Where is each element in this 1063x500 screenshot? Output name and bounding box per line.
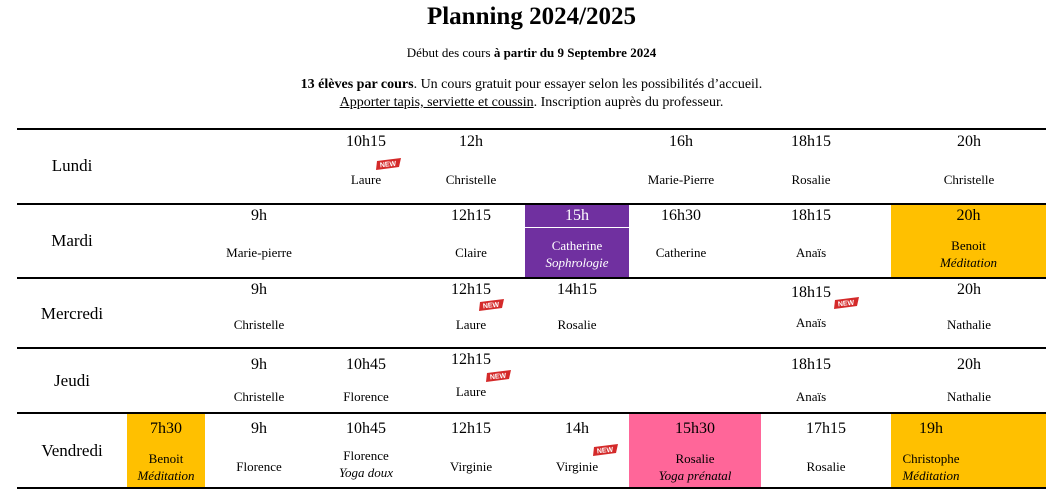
class-time: 9h (251, 356, 267, 373)
instructor-name: Christelle (233, 389, 285, 404)
class-time: 7h30 (150, 420, 182, 437)
new-badge-icon (478, 299, 506, 311)
class-time: 20h (956, 207, 981, 224)
class-slot-meditation (127, 414, 205, 487)
instructor-name: Florence (343, 389, 389, 404)
instructor-name: Rosalie Yoga prénatal (629, 450, 761, 484)
class-time: 12h15 (451, 281, 491, 298)
class-slot (335, 349, 397, 412)
svg-text:NEW: NEW (482, 301, 500, 311)
schedule-table (17, 128, 1046, 490)
instructor-name: Anaïs (795, 245, 827, 260)
start-date-prefix: Début des cours (406, 45, 494, 60)
instructor-name: Laure (350, 172, 382, 187)
day-label-mardi: Mardi (51, 231, 93, 250)
instructor-name: Anaïs (795, 389, 827, 404)
class-slot (525, 414, 629, 487)
new-badge-icon (833, 297, 861, 309)
class-time: 12h (459, 133, 483, 150)
row-divider (17, 487, 1046, 489)
class-slot (428, 349, 514, 412)
class-time: 20h (957, 356, 981, 373)
instructor-name: Virginie (555, 459, 599, 474)
class-time: 17h15 (806, 420, 846, 437)
class-type: Sophrologie (545, 255, 609, 270)
instructor-name: Laure (455, 317, 487, 332)
svg-text:NEW: NEW (489, 372, 507, 382)
class-slot (428, 279, 514, 347)
instructor-name: Benoit Méditation (891, 237, 1046, 271)
day-label-lundi: Lundi (51, 156, 93, 175)
class-slot-meditation (891, 414, 1046, 487)
class-time: 18h15 (791, 207, 831, 224)
instructor-name: Catherine Sophrologie (525, 237, 629, 271)
start-date: à partir du 9 Septembre 2024 (493, 45, 657, 60)
class-type: Méditation (939, 255, 998, 270)
class-slot (205, 349, 313, 412)
class-time: 9h (251, 420, 267, 437)
class-capacity: 13 élèves par cours (300, 77, 414, 92)
class-slot (761, 414, 891, 487)
class-time: 19h (919, 420, 943, 437)
svg-text:NEW: NEW (379, 160, 397, 170)
class-slot (891, 349, 1047, 412)
instructor-name: Christophe Méditation (891, 450, 971, 484)
class-slot (205, 414, 313, 487)
instructor-name: Rosalie (806, 459, 846, 474)
class-time: 20h (957, 281, 981, 298)
instructor-name: Rosalie (557, 317, 597, 332)
instructor-name: Laure (455, 384, 487, 399)
instructor-name: Virginie (449, 459, 493, 474)
instructor-name: Christelle (943, 172, 995, 187)
class-type: Méditation (902, 468, 960, 483)
new-badge-icon (375, 158, 403, 170)
instructor-name: Claire (455, 245, 487, 260)
class-slot-meditation (891, 205, 1046, 277)
class-time: 14h15 (557, 281, 597, 298)
class-slot-yoga-prenatal (629, 414, 761, 487)
day-label-mercredi: Mercredi (40, 304, 104, 323)
instructor-name: Nathalie (946, 317, 992, 332)
class-time: 18h15 (791, 356, 831, 373)
new-badge-icon (485, 370, 513, 382)
class-slot (428, 130, 514, 203)
class-slot (761, 349, 861, 412)
instructor-name: Marie-Pierre (647, 172, 715, 187)
class-slot (205, 279, 313, 347)
day-label-vendredi: Vendredi (41, 441, 103, 460)
equipment-note: Apporter tapis, serviette et coussin (339, 95, 534, 110)
class-slot (761, 130, 861, 203)
new-badge-icon (592, 444, 620, 456)
class-time: 15h (565, 207, 589, 224)
class-time: 16h30 (661, 207, 701, 224)
class-time: 20h (957, 133, 981, 150)
class-slot (761, 279, 861, 347)
class-slot (629, 130, 733, 203)
instructor-name: Christelle (233, 317, 285, 332)
class-slot (428, 414, 514, 487)
class-time: 12h15 (451, 207, 491, 224)
class-slot (205, 205, 313, 277)
instructor-name: Christelle (445, 172, 497, 187)
class-slot (891, 279, 1047, 347)
instructor-name: Rosalie (791, 172, 831, 187)
cell-divider (525, 227, 629, 228)
instructor-name: Benoit Méditation (127, 450, 205, 484)
class-time: 10h45 (346, 356, 386, 373)
class-slot (891, 130, 1047, 203)
class-info-line-2 (0, 95, 1063, 111)
class-time: 15h30 (675, 420, 715, 437)
class-time: 9h (251, 281, 267, 298)
class-slot (428, 205, 514, 277)
class-time: 12h15 (451, 420, 491, 437)
instructor-name: Anaïs (795, 315, 827, 330)
instructor-name: Florence (236, 459, 282, 474)
class-time: 18h15 (791, 284, 831, 301)
svg-text:NEW: NEW (596, 446, 614, 456)
class-slot-sophrologie (525, 205, 629, 277)
class-slot (313, 414, 419, 487)
instructor-name: Catherine (655, 245, 707, 260)
class-time: 12h15 (451, 351, 491, 368)
class-slot (629, 205, 733, 277)
day-label-jeudi: Jeudi (54, 371, 90, 390)
instructor-name: Florence Yoga doux (313, 447, 419, 481)
class-slot (761, 205, 861, 277)
class-type: Yoga prénatal (658, 468, 732, 483)
instructor-name: Nathalie (946, 389, 992, 404)
class-slot (525, 279, 629, 347)
class-time: 14h (565, 420, 589, 437)
class-time: 10h15 (346, 133, 386, 150)
start-date-note (0, 45, 1063, 61)
class-slot (335, 130, 397, 203)
class-type: Méditation (137, 468, 195, 483)
class-type: Yoga doux (338, 465, 394, 480)
trial-note: . Un cours gratuit pour essayer selon les possibilités d’accueil. (413, 77, 763, 92)
instructor-name: Marie-pierre (226, 245, 292, 260)
class-time: 18h15 (791, 133, 831, 150)
registration-note: . Inscription auprès du professeur. (533, 95, 724, 110)
class-info-line-1 (0, 77, 1063, 93)
class-time: 10h45 (346, 420, 386, 437)
page-title: Planning 2024/2025 (426, 3, 637, 30)
class-time: 9h (251, 207, 267, 224)
svg-text:NEW: NEW (837, 299, 855, 309)
class-time: 16h (669, 133, 693, 150)
